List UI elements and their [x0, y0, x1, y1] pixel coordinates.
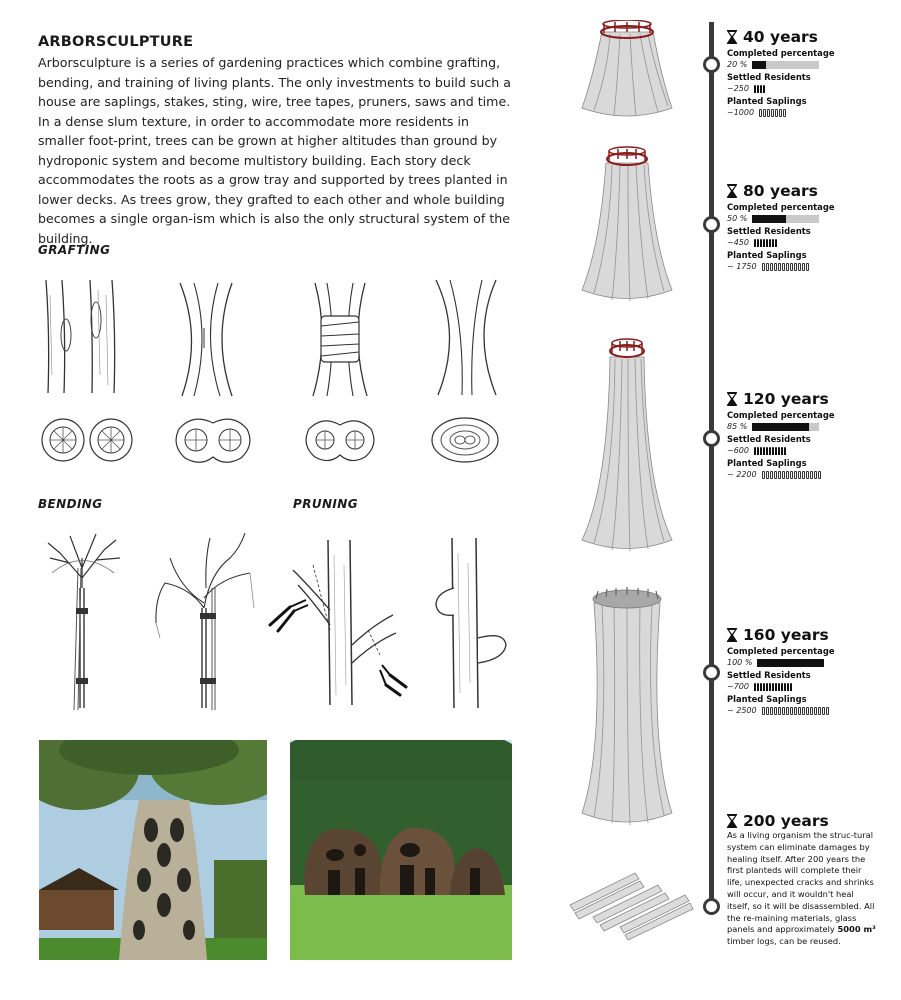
- sapling-icon: [774, 707, 777, 715]
- pruning-shears-icon: [270, 600, 308, 631]
- sapling-icon: [770, 471, 773, 479]
- sapling-icon: [774, 263, 777, 271]
- person-icon: [769, 239, 771, 247]
- settled-residents-value: ~450: [727, 238, 749, 247]
- sapling-icon: [782, 707, 785, 715]
- person-icon: [790, 683, 792, 691]
- person-icon: [772, 239, 774, 247]
- person-icon: [757, 85, 759, 93]
- person-icon: [775, 239, 777, 247]
- final-text-part: timber logs, can be reused.: [727, 936, 841, 947]
- person-icon: [754, 447, 756, 455]
- sapling-icon-row: [759, 109, 786, 117]
- person-icon: [775, 683, 777, 691]
- timber-logs-render: [565, 865, 695, 944]
- stage-200-years: [727, 812, 887, 830]
- person-icon: [763, 447, 765, 455]
- hourglass-icon: [727, 628, 737, 642]
- tower-render-40-years: [580, 20, 675, 124]
- bending-sketch-trained-tree: [150, 528, 260, 713]
- progress-bar-fill: [752, 61, 765, 69]
- final-text-part: As a living organism the struc-tural system can eliminate damages by healing itself. After 200 years the first planteds will complete their life, unexpected cracks and shrinks will occur, and it wouldn't heal itself, so it will be disassembled. All the re-maining materials, glass panels and approximately: [727, 830, 875, 935]
- planted-saplings-label: Planted Saplings: [727, 694, 807, 704]
- person-icon: [763, 85, 765, 93]
- sapling-icon: [798, 471, 801, 479]
- stage-years: 200 years: [743, 812, 829, 830]
- person-icon: [757, 683, 759, 691]
- settled-residents-value: ~700: [727, 682, 749, 691]
- pruning-sketch-healed: [428, 533, 513, 713]
- sapling-icon: [762, 471, 765, 479]
- person-icon: [763, 683, 765, 691]
- person-icon: [781, 447, 783, 455]
- grafting-sketch-fused: [432, 275, 502, 400]
- sapling-icon: [766, 263, 769, 271]
- completed-percentage-label: Completed percentage: [727, 202, 835, 212]
- sapling-icon: [802, 707, 805, 715]
- sapling-icon: [790, 263, 793, 271]
- progress-bar: [752, 215, 819, 223]
- person-icon: [766, 447, 768, 455]
- sapling-icon: [762, 707, 765, 715]
- person-icon: [766, 683, 768, 691]
- photo-stick-sculpture: [290, 740, 512, 960]
- sapling-icon: [766, 471, 769, 479]
- person-icon: [769, 447, 771, 455]
- sapling-icon: [759, 109, 762, 117]
- person-icon: [775, 447, 777, 455]
- sapling-icon: [798, 263, 801, 271]
- person-icon-row: [754, 683, 792, 691]
- sapling-icon: [778, 263, 781, 271]
- settled-residents-label: Settled Residents: [727, 226, 811, 236]
- settled-residents-label: Settled Residents: [727, 72, 811, 82]
- completed-percentage-value: 100 %: [727, 658, 753, 667]
- completed-percentage-label: Completed percentage: [727, 646, 835, 656]
- completed-percentage-value: 85 %: [727, 422, 748, 431]
- completed-percentage-value: 20 %: [727, 60, 748, 69]
- sapling-icon: [763, 109, 766, 117]
- stage-120-years: [727, 390, 887, 480]
- sapling-icon: [775, 109, 778, 117]
- sapling-icon: [778, 707, 781, 715]
- sapling-icon: [794, 471, 797, 479]
- person-icon: [772, 447, 774, 455]
- sapling-icon: [779, 109, 782, 117]
- grafting-sketch-taped: [305, 278, 375, 398]
- page-title: ARBORSCULPTURE: [38, 34, 194, 50]
- person-icon: [760, 85, 762, 93]
- planted-saplings-value: ~ 2200: [727, 470, 757, 479]
- grafting-sketch-splice: [172, 278, 242, 398]
- planted-saplings-value: ~ 1750: [727, 262, 757, 271]
- completed-percentage-label: Completed percentage: [727, 48, 835, 58]
- stage-years: 160 years: [743, 626, 829, 644]
- hourglass-icon: [727, 184, 737, 198]
- person-icon: [778, 447, 780, 455]
- sapling-icon: [806, 263, 809, 271]
- sapling-icon: [790, 471, 793, 479]
- person-icon: [757, 447, 759, 455]
- progress-bar-fill: [757, 659, 824, 667]
- sapling-icon: [802, 263, 805, 271]
- sapling-icon: [783, 109, 786, 117]
- sapling-icon-row: [762, 707, 829, 715]
- person-icon-row: [754, 239, 777, 247]
- sapling-icon: [810, 471, 813, 479]
- grafting-sketch-approach: [38, 275, 128, 395]
- stage-40-years: [727, 28, 887, 118]
- planted-saplings-value: ~ 2500: [727, 706, 757, 715]
- person-icon: [757, 239, 759, 247]
- progress-bar: [757, 659, 824, 667]
- planted-saplings-label: Planted Saplings: [727, 96, 807, 106]
- settled-residents-value: ~250: [727, 84, 749, 93]
- bending-sketch-staked-tree: [40, 528, 125, 713]
- planted-saplings-value: ~1000: [727, 108, 755, 117]
- sapling-icon: [767, 109, 770, 117]
- stage-years: 120 years: [743, 390, 829, 408]
- sapling-icon: [806, 707, 809, 715]
- grafting-section-merging: [303, 415, 378, 465]
- timeline-node-120: [703, 430, 720, 447]
- completed-percentage-label: Completed percentage: [727, 410, 835, 420]
- settled-residents-label: Settled Residents: [727, 670, 811, 680]
- sapling-icon: [771, 109, 774, 117]
- settled-residents-label: Settled Residents: [727, 434, 811, 444]
- stage-years: 80 years: [743, 182, 818, 200]
- sapling-icon: [802, 471, 805, 479]
- progress-bar-fill: [752, 423, 809, 431]
- timeline-line: [709, 22, 714, 910]
- sapling-icon: [822, 707, 825, 715]
- sapling-icon: [786, 471, 789, 479]
- sapling-icon: [786, 707, 789, 715]
- sapling-icon-row: [762, 263, 809, 271]
- hourglass-icon: [727, 392, 737, 406]
- tower-render-160-years: [580, 585, 675, 834]
- person-icon: [784, 447, 786, 455]
- sapling-icon-row: [762, 471, 821, 479]
- sapling-icon: [778, 471, 781, 479]
- sapling-icon: [814, 707, 817, 715]
- grafting-section-separate: [40, 415, 135, 465]
- intro-paragraph: Arborsculpture is a series of gardening practices which combine grafting, bending, and training of living plants. The only investments to build such a house are saplings, stakes, sting, wire, tree tapes, pruners, saws and time. In a dense slum texture, in order to accommodate more residents in smaller foot-print, trees can be grown at higher altitudes than ground by hydroponic system and become multistory building. Each story deck accommodates the roots as a grow tray and supported by trees planted in lower decks. As trees grow, they grafted to each other and whole building becomes a single organ-ism which is also the only structural system of the building.: [38, 55, 511, 246]
- person-icon: [760, 683, 762, 691]
- final-stage-description: [727, 830, 877, 948]
- timber-volume-highlight: 5000 m³: [837, 924, 876, 935]
- sapling-icon: [826, 707, 829, 715]
- photo-woven-tree: [39, 740, 267, 960]
- progress-bar: [752, 423, 819, 431]
- person-icon: [754, 239, 756, 247]
- settled-residents-value: ~600: [727, 446, 749, 455]
- person-icon-row: [754, 447, 786, 455]
- sapling-icon: [790, 707, 793, 715]
- person-icon: [769, 683, 771, 691]
- tower-render-120-years: [580, 335, 675, 564]
- sapling-icon: [794, 707, 797, 715]
- progress-bar: [752, 61, 819, 69]
- sapling-icon: [766, 707, 769, 715]
- sapling-icon: [782, 471, 785, 479]
- sapling-icon: [798, 707, 801, 715]
- completed-percentage-value: 50 %: [727, 214, 748, 223]
- pruning-sketch-cuts: [268, 535, 408, 710]
- sapling-icon: [810, 707, 813, 715]
- person-icon: [778, 683, 780, 691]
- section-label-grafting: GRAFTING: [38, 243, 111, 257]
- person-icon: [760, 239, 762, 247]
- section-label-pruning: PRUNING: [293, 497, 358, 511]
- sapling-icon: [770, 707, 773, 715]
- sapling-icon: [782, 263, 785, 271]
- progress-bar-fill: [752, 215, 786, 223]
- sapling-icon: [786, 263, 789, 271]
- person-icon: [760, 447, 762, 455]
- sapling-icon: [770, 263, 773, 271]
- timeline-node-80: [703, 216, 720, 233]
- grafting-section-fused: [430, 415, 500, 465]
- timeline-node-200: [703, 898, 720, 915]
- grafting-section-touching: [173, 415, 253, 465]
- sapling-icon: [814, 471, 817, 479]
- person-icon: [763, 239, 765, 247]
- tower-render-80-years: [580, 145, 675, 309]
- timeline-node-160: [703, 664, 720, 681]
- person-icon: [784, 683, 786, 691]
- person-icon: [781, 683, 783, 691]
- stage-160-years: [727, 626, 887, 716]
- sapling-icon: [794, 263, 797, 271]
- stage-80-years: [727, 182, 887, 272]
- person-icon: [772, 683, 774, 691]
- section-label-bending: BENDING: [38, 497, 103, 511]
- person-icon: [766, 239, 768, 247]
- sapling-icon: [818, 471, 821, 479]
- sapling-icon: [774, 471, 777, 479]
- sapling-icon: [762, 263, 765, 271]
- stage-years: 40 years: [743, 28, 818, 46]
- person-icon: [754, 683, 756, 691]
- hourglass-icon: [727, 30, 737, 44]
- person-icon: [754, 85, 756, 93]
- timeline-node-40: [703, 56, 720, 73]
- person-icon-row: [754, 85, 765, 93]
- planted-saplings-label: Planted Saplings: [727, 250, 807, 260]
- hourglass-icon: [727, 814, 737, 828]
- sapling-icon: [806, 471, 809, 479]
- person-icon: [787, 683, 789, 691]
- planted-saplings-label: Planted Saplings: [727, 458, 807, 468]
- sapling-icon: [818, 707, 821, 715]
